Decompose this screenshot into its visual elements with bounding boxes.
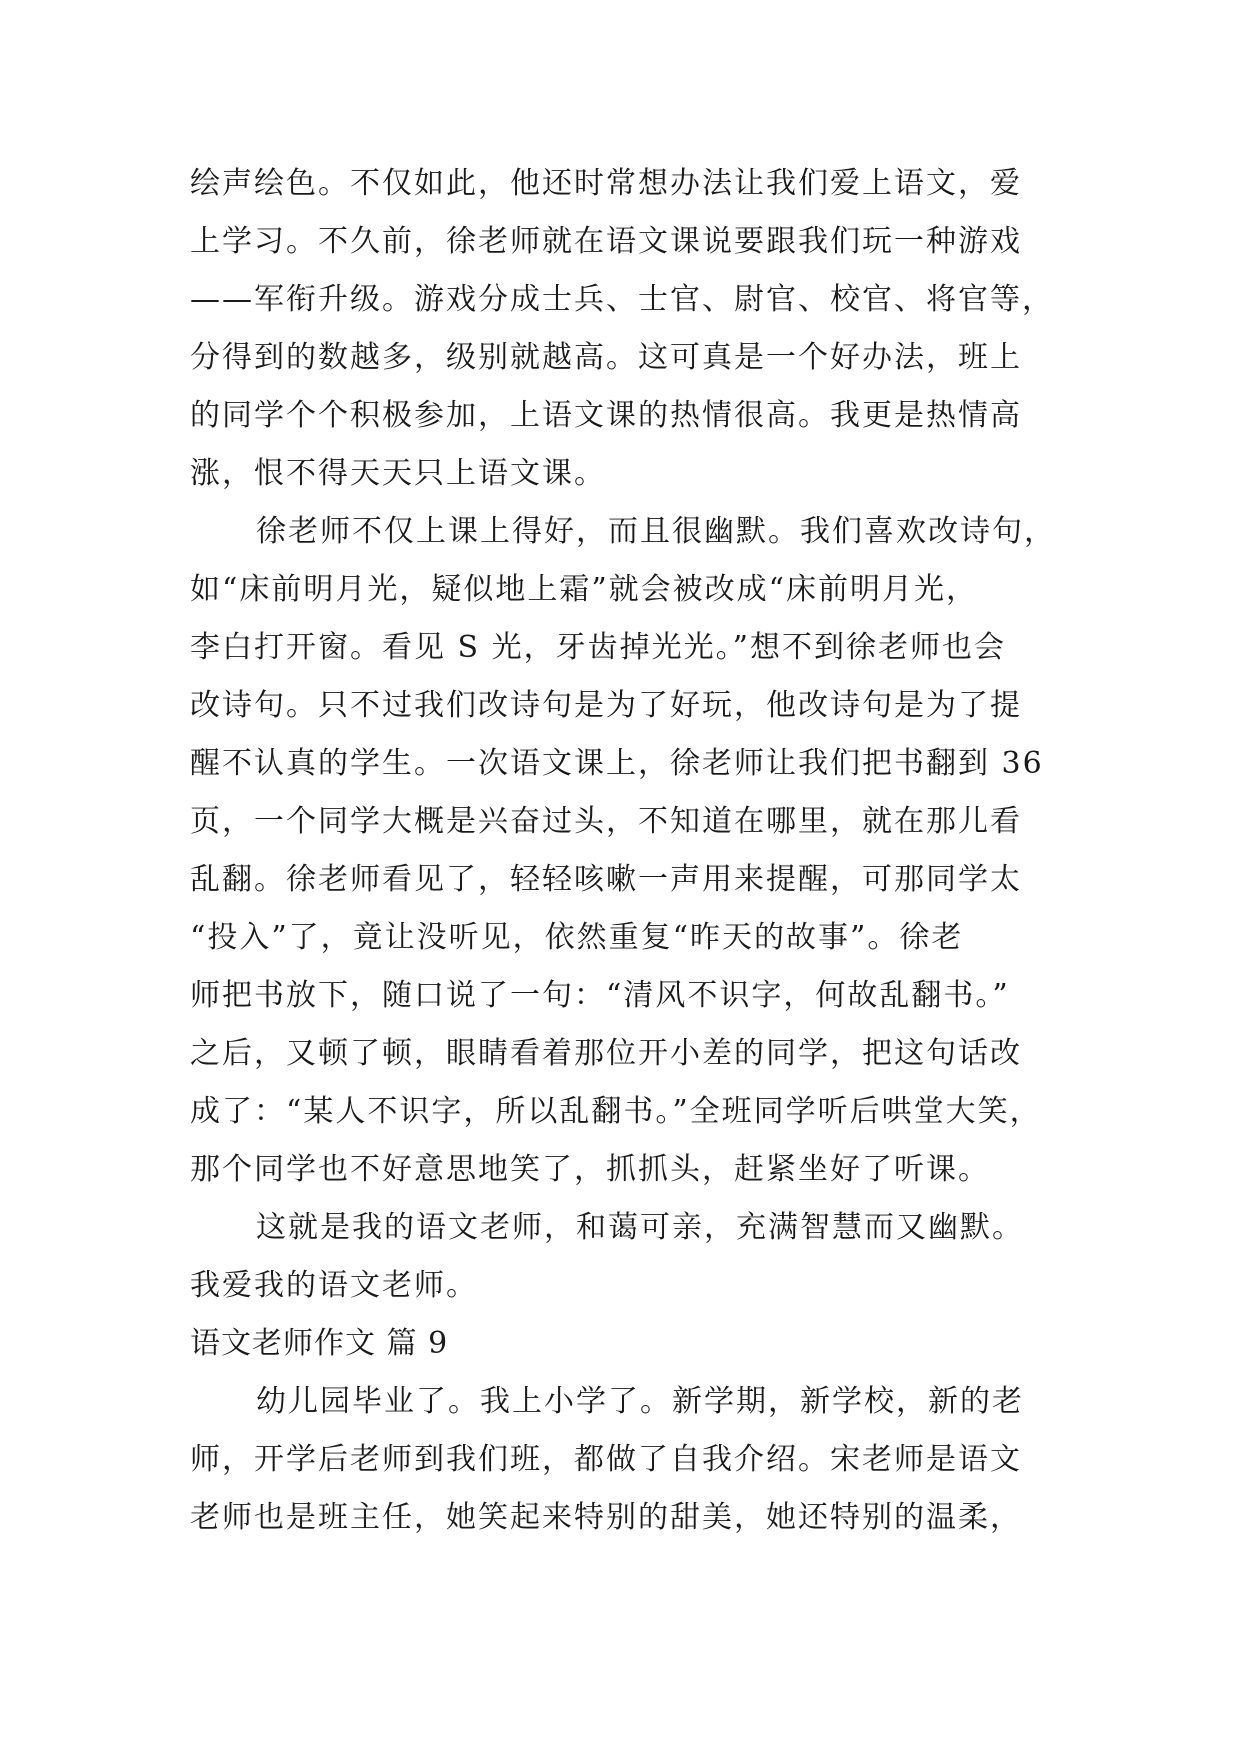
text-line: 绘声绘色。不仅如此，他还时常想办法让我们爱上语文，爱 [190,166,1022,201]
text-line: 涨，恨不得天天只上语文课。 [190,456,606,491]
paragraph-first-line: 这就是我的语文老师，和蔼可亲，充满智慧而又幽默。 [256,1210,1024,1245]
document-body [190,155,1056,1547]
text-line: 我爱我的语文老师。 [190,1268,478,1303]
text-line: 上学习。不久前，徐老师就在语文课说要跟我们玩一种游戏 [190,224,1022,259]
text-line: “投入”了，竟让没听见，依然重复“昨天的故事”。徐老 [190,920,964,955]
text-line: 乱翻。徐老师看见了，轻轻咳嗽一声用来提醒，可那同学太 [190,862,1022,897]
text-line: 改诗句。只不过我们改诗句是为了好玩，他改诗句是为了提 [190,688,1022,723]
text-line: 之后，又顿了顿，眼睛看着那位开小差的同学，把这句话改 [190,1036,1022,1071]
text-line: 的同学个个积极参加，上语文课的热情很高。我更是热情高 [190,398,1022,433]
text-line: 老师也是班主任，她笑起来特别的甜美，她还特别的温柔， [190,1500,1022,1535]
text-line: 成了：“某人不识字，所以乱翻书。”全班同学听后哄堂大笑， [190,1094,1042,1129]
paragraph-first-line: 徐老师不仅上课上得好，而且很幽默。我们喜欢改诗句， [256,514,1056,549]
text-line: 师，开学后老师到我们班，都做了自我介绍。宋老师是语文 [190,1442,1022,1477]
paragraph-first-line: 幼儿园毕业了。我上小学了。新学期，新学校，新的老 [256,1384,1024,1419]
text-line: 页，一个同学大概是兴奋过头，不知道在哪里，就在那儿看 [190,804,1022,839]
text-line: 师把书放下，随口说了一句：“清风不识字，何故乱翻书。” [190,978,1010,1013]
text-line: 醒不认真的学生。一次语文课上，徐老师让我们把书翻到 36 [190,746,1044,781]
text-line: 李白打开窗。看见 S 光，牙齿掉光光。”想不到徐老师也会 [190,630,1006,665]
text-line: 如“床前明月光，疑似地上霜”就会被改成“床前明月光， [190,572,979,607]
section-heading: 语文老师作文 篇 9 [190,1326,449,1361]
text-line: 那个同学也不好意思地笑了，抓抓头，赶紧坐好了听课。 [190,1152,990,1187]
text-line: 分得到的数越多，级别就越高。这可真是一个好办法，班上 [190,340,1022,375]
text-line: ——军衔升级。游戏分成士兵、士官、尉官、校官、将官等， [190,282,1054,317]
